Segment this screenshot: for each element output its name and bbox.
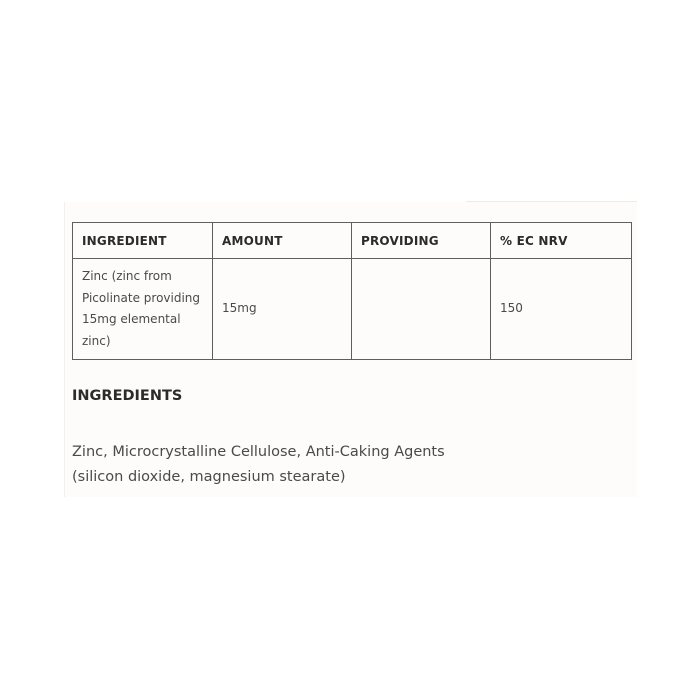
panel-left-edge bbox=[64, 202, 65, 497]
table-header-row bbox=[73, 223, 632, 259]
cell-ingredient: Zinc (zinc from Picolinate providing 15mg elemental zinc) bbox=[73, 259, 213, 360]
ingredients-heading: INGREDIENTS bbox=[72, 388, 183, 404]
cell-amount: 15mg bbox=[213, 259, 352, 360]
header-ingredient: INGREDIENT bbox=[73, 223, 213, 259]
header-providing: PROVIDING bbox=[352, 223, 491, 259]
cell-providing bbox=[352, 259, 491, 360]
table-row bbox=[73, 259, 632, 360]
cell-ec-nrv: 150 bbox=[491, 259, 632, 360]
header-amount: AMOUNT bbox=[213, 223, 352, 259]
panel-top-edge bbox=[466, 201, 637, 202]
ingredients-list-text: Zinc, Microcrystalline Cellulose, Anti-Caking Agents (silicon dioxide, magnesium stearate) bbox=[72, 444, 445, 485]
nutrition-table bbox=[72, 222, 632, 360]
header-ec-nrv: % EC NRV bbox=[491, 223, 632, 259]
